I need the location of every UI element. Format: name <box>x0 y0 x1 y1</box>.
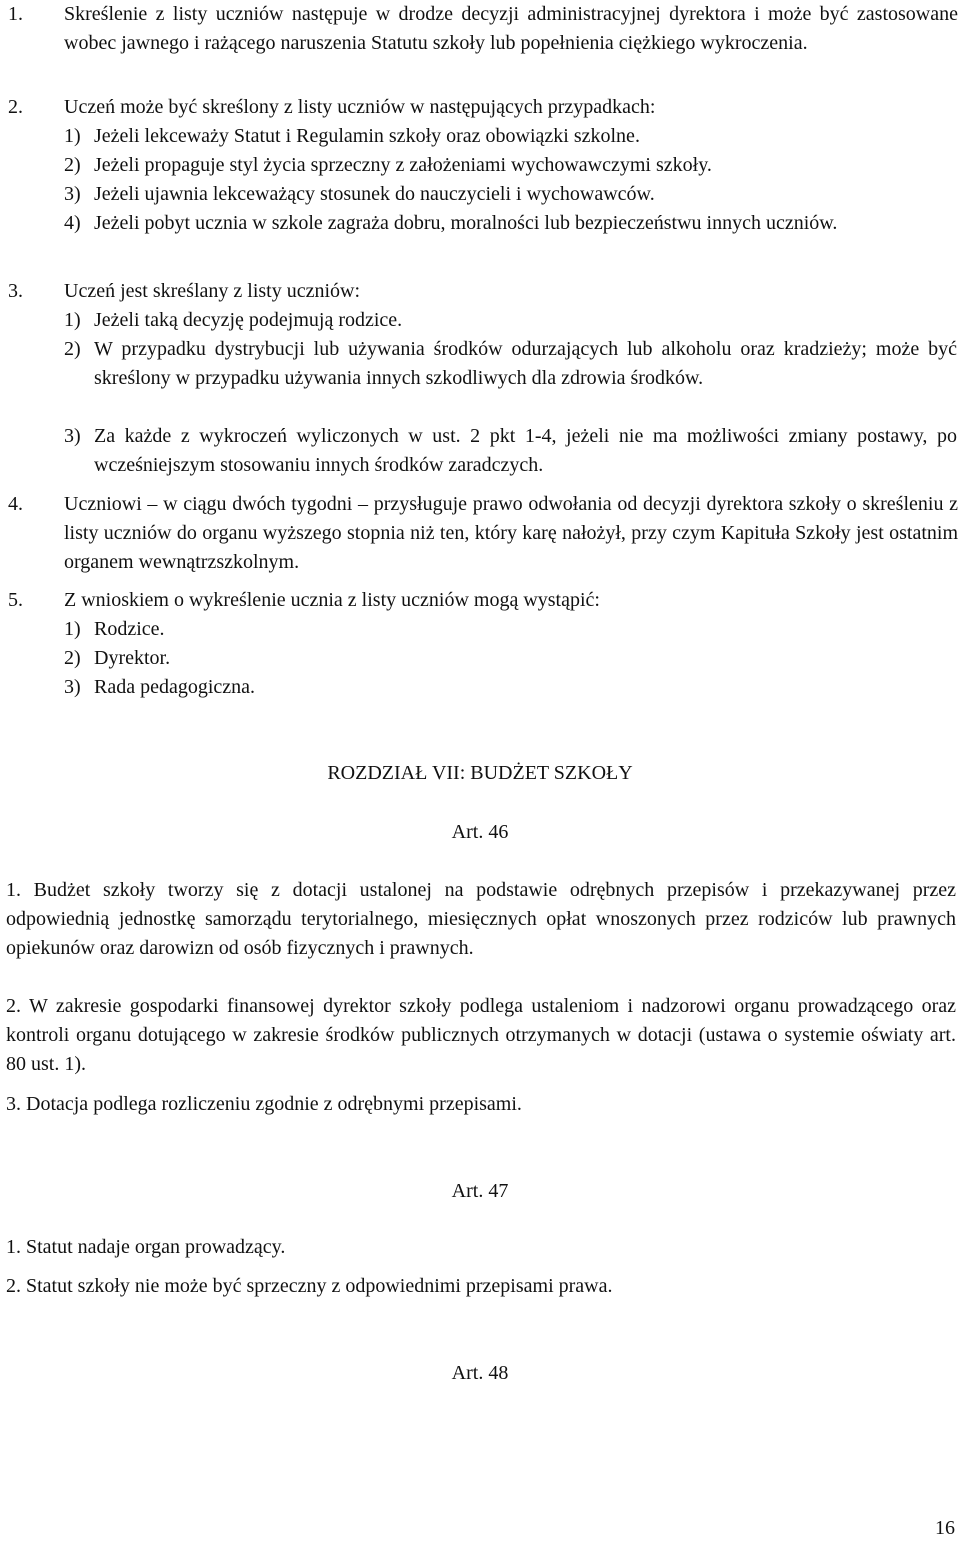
sub-item <box>64 151 957 180</box>
sub-item-text: Rodzice. <box>94 618 165 640</box>
article-title: Art. 48 <box>451 1362 509 1384</box>
sub-item-number: 1) <box>64 309 81 331</box>
item-number: 5. <box>8 589 23 611</box>
sub-item-number: 3) <box>64 425 81 447</box>
sub-item-number: 2) <box>64 338 81 360</box>
article-title: Art. 46 <box>451 821 509 843</box>
paragraph: 2. Statut szkoły nie może być sprzeczny z odpowiednimi przepisami prawa. <box>6 1275 613 1297</box>
paragraph: 2. W zakresie gospodarki finansowej dyrektor szkoły podlega ustaleniom i nadzorowi organu prowadzącego oraz kontroli organu dotującego w zakresie środków publicznych otrzymanych w dotacji (ustawa o systemie oświaty art. 80 ust. 1). <box>6 995 956 1075</box>
list-item <box>8 490 958 577</box>
list-item <box>8 586 958 615</box>
sub-item <box>64 180 957 209</box>
sub-item <box>64 335 957 393</box>
sub-item <box>64 673 957 702</box>
sub-item-number: 1) <box>64 618 81 640</box>
sub-item <box>64 644 957 673</box>
sub-item-text: Jeżeli ujawnia lekceważący stosunek do nauczycieli i wychowawców. <box>94 183 655 205</box>
sub-item-text: Jeżeli propaguje styl życia sprzeczny z założeniami wychowawczymi szkoły. <box>94 154 712 176</box>
sub-item-number: 2) <box>64 154 81 176</box>
sub-item-text: Jeżeli pobyt ucznia w szkole zagraża dobru, moralności lub bezpieczeństwu innych uczniów. <box>94 212 838 234</box>
paragraph: 1. Statut nadaje organ prowadzący. <box>6 1236 286 1258</box>
sub-item-text: Rada pedagogiczna. <box>94 676 256 698</box>
sub-item <box>64 306 957 335</box>
sub-item-number: 1) <box>64 125 81 147</box>
sub-item <box>64 122 957 151</box>
item-number: 2. <box>8 96 23 118</box>
article-title: Art. 47 <box>451 1180 509 1202</box>
item-number: 3. <box>8 280 23 302</box>
item-text: Z wnioskiem o wykreślenie ucznia z listy uczniów mogą wystąpić: <box>64 589 600 611</box>
item-text: Skreślenie z listy uczniów następuje w drodze decyzji administracyjnej dyrektora i może być zastosowane wobec jawnego i rażącego naruszenia Statutu szkoły lub popełnienia ciężkiego wykroczenia. <box>64 3 958 54</box>
sub-item-text: Jeżeli taką decyzję podejmują rodzice. <box>94 309 403 331</box>
sub-item-text: Za każde z wykroczeń wyliczonych w ust. 2 pkt 1-4, jeżeli nie ma możliwości zmiany postawy, po wcześniejszym stosowaniu innych środków zaradczych. <box>94 425 957 476</box>
item-number: 4. <box>8 493 23 515</box>
sub-item-number: 3) <box>64 183 81 205</box>
item-text: Uczeń jest skreślany z listy uczniów: <box>64 280 361 302</box>
item-text: Uczniowi – w ciągu dwóch tygodni – przysługuje prawo odwołania od decyzji dyrektora szkoły o skreśleniu z listy uczniów do organu wyższego stopnia niż ten, który karę nałożył, przy czym Kapituła Szkoły jest ostatnim organem wewnątrzszkolnym. <box>64 493 958 573</box>
sub-item-text: Jeżeli lekceważy Statut i Regulamin szkoły oraz obowiązki szkolne. <box>94 125 640 147</box>
paragraph: 1. Budżet szkoły tworzy się z dotacji ustalonej na podstawie odrębnych przepisów i przekazywanej przez odpowiednią jednostkę samorządu terytorialnego, miesięcznych opłat wnoszonych przez rodziców lub prawnych opiekunów oraz darowizn od osób fizycznych i prawnych. <box>6 879 956 959</box>
sub-item-text: W przypadku dystrybucji lub używania środków odurzających lub alkoholu oraz kradzieży; może być skreślony w przypadku używania innych szkodliwych dla zdrowia środków. <box>94 338 957 389</box>
sub-item-text: Dyrektor. <box>94 647 171 669</box>
item-text: Uczeń może być skreślony z listy uczniów w następujących przypadkach: <box>64 96 656 118</box>
list-item <box>8 277 958 306</box>
list-item <box>8 0 958 58</box>
sub-item-number: 2) <box>64 647 81 669</box>
item-number: 1. <box>8 3 23 25</box>
list-item <box>8 93 958 122</box>
page-number: 16 <box>935 1517 955 1539</box>
sub-item-number: 3) <box>64 676 81 698</box>
paragraph: 3. Dotacja podlega rozliczeniu zgodnie z odrębnymi przepisami. <box>6 1093 522 1115</box>
sub-item <box>64 209 957 238</box>
sub-item <box>64 422 957 480</box>
sub-item <box>64 615 957 644</box>
sub-item-number: 4) <box>64 212 81 234</box>
chapter-title: ROZDZIAŁ VII: BUDŻET SZKOŁY <box>327 762 633 784</box>
